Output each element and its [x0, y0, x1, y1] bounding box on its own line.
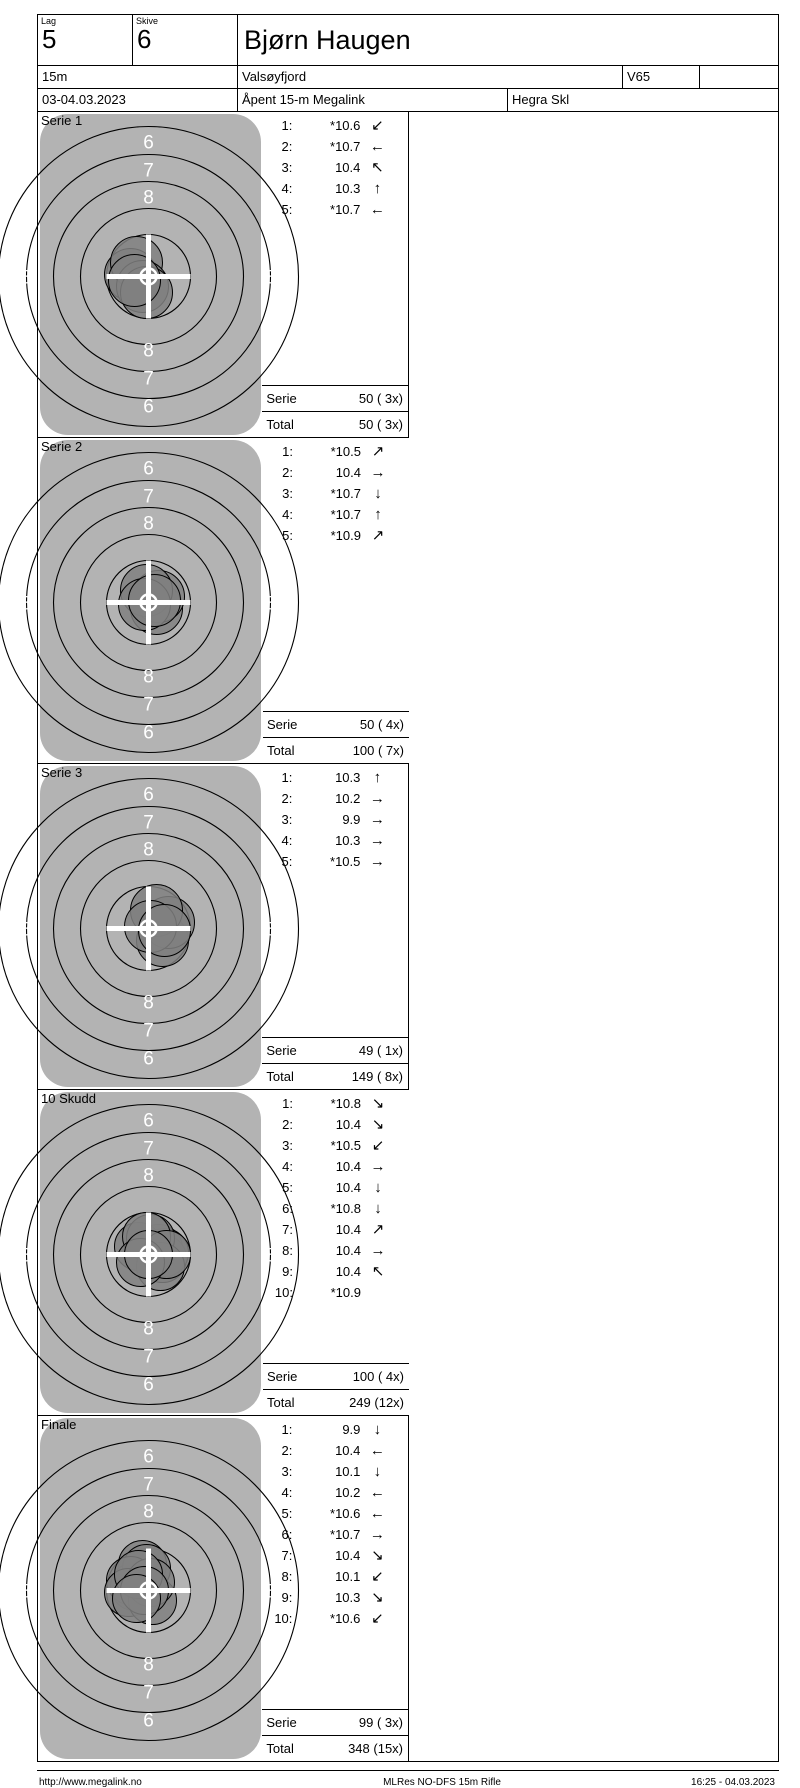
svg-text:7: 7 — [143, 1346, 154, 1368]
shot-number: 2: — [282, 1117, 293, 1132]
series-stats — [263, 1090, 409, 1415]
shot-row — [262, 1482, 408, 1503]
shot-number: 5: — [281, 202, 293, 217]
shot-direction-icon: ↘ — [371, 1095, 385, 1112]
shot-value: 10.4 — [335, 1180, 361, 1195]
series-stats — [262, 764, 408, 1089]
target-face — [21, 112, 276, 437]
shot-direction-icon: ← — [369, 201, 385, 218]
shot-direction-icon: ↙ — [371, 117, 384, 134]
shot-value: *10.9 — [330, 1285, 361, 1300]
shot-row — [262, 830, 408, 851]
shot-row — [262, 1503, 408, 1524]
shot-number: 1: — [282, 444, 293, 459]
shot-value: 10.4 — [335, 1117, 361, 1132]
shot-value: 10.4 — [335, 465, 361, 480]
shot-number: 2: — [282, 465, 293, 480]
shot-value: 10.3 — [335, 181, 361, 196]
shooter-name: Bjørn Haugen — [244, 25, 411, 55]
shot-list — [262, 1416, 408, 1709]
svg-text:8: 8 — [143, 992, 154, 1014]
total-sum-label: Total — [266, 1741, 294, 1756]
svg-text:8: 8 — [265, 1581, 276, 1603]
shot-number: 6: — [282, 1201, 293, 1216]
shot-value: *10.6 — [330, 1611, 361, 1626]
shot-value: *10.7 — [330, 1527, 361, 1542]
skive-value: 6 — [137, 24, 152, 54]
shot-row — [262, 1587, 408, 1608]
shot-direction-icon: ↗ — [371, 527, 385, 544]
shot-value: 10.4 — [335, 1264, 361, 1279]
series-stats — [262, 1416, 408, 1761]
shot-row — [263, 1114, 409, 1135]
shot-number: 2: — [281, 791, 293, 806]
target-face — [21, 764, 276, 1089]
footer — [37, 1770, 779, 1788]
series-sum-label: Serie — [266, 391, 297, 406]
svg-text:8: 8 — [21, 1581, 32, 1603]
shot-number: 4: — [281, 1485, 293, 1500]
shot-direction-icon: → — [369, 853, 385, 870]
shot-direction-icon: ↖ — [371, 159, 384, 176]
shot-row — [263, 483, 409, 504]
shot-value: 10.4 — [335, 1243, 361, 1258]
shot-value: 10.3 — [335, 770, 361, 785]
svg-text:6: 6 — [143, 1110, 154, 1132]
shot-value: *10.5 — [330, 444, 361, 459]
date-value: 03-04.03.2023 — [38, 89, 238, 111]
shot-row — [262, 809, 408, 830]
shot-number: 1: — [281, 118, 293, 133]
shot-direction-icon — [361, 1282, 395, 1303]
shot-row — [263, 1219, 409, 1240]
svg-text:6: 6 — [143, 1446, 154, 1468]
shot-value: 9.9 — [342, 1422, 361, 1437]
skive-cell — [133, 15, 238, 65]
shot-value: 10.4 — [335, 1159, 361, 1174]
shot-row — [262, 1440, 408, 1461]
shot-row — [263, 462, 409, 483]
shot-value: 10.2 — [335, 1485, 361, 1500]
shot-direction-icon: ↖ — [371, 1263, 385, 1280]
svg-text:8: 8 — [143, 1165, 154, 1187]
shot-row — [263, 1240, 409, 1261]
shot-direction-icon: ← — [369, 138, 385, 155]
total-sum-label: Total — [267, 743, 295, 758]
svg-text:8: 8 — [21, 593, 32, 615]
shot-row — [263, 504, 409, 525]
svg-text:8: 8 — [143, 1654, 154, 1676]
svg-text:6: 6 — [143, 1374, 154, 1396]
target-face — [21, 1416, 276, 1761]
class-value: V65 — [623, 66, 700, 88]
series-title: Finale — [41, 1417, 77, 1432]
shot-number: 3: — [281, 1464, 293, 1479]
series-sum-value: 49 ( 1x) — [358, 1043, 403, 1058]
shot-number: 2: — [281, 1443, 293, 1458]
shot-value: *10.5 — [330, 1138, 361, 1153]
shot-direction-icon: ↙ — [371, 1610, 384, 1627]
shot-value: *10.7 — [330, 507, 361, 522]
shot-direction-icon: ↓ — [374, 485, 382, 502]
series-sum-label: Serie — [267, 717, 298, 732]
shot-number: 5: — [281, 1506, 293, 1521]
target-face — [21, 438, 276, 763]
series-stats — [263, 438, 409, 763]
shot-list — [263, 438, 409, 711]
shot-direction-icon: ↓ — [374, 1200, 382, 1217]
shot-number: 3: — [281, 812, 293, 827]
svg-text:8: 8 — [143, 839, 154, 861]
header-row-details — [38, 66, 778, 89]
shot-number: 3: — [282, 1138, 293, 1153]
shot-value: *10.7 — [330, 486, 361, 501]
svg-text:8: 8 — [265, 1245, 276, 1267]
shot-value: *10.9 — [330, 528, 361, 543]
total-sum-label: Total — [266, 417, 294, 432]
svg-text:8: 8 — [21, 267, 32, 289]
total-sum-value: 249 (12x) — [349, 1395, 404, 1410]
shot-direction-icon: ↘ — [371, 1547, 384, 1564]
shot-row — [263, 525, 409, 546]
total-sum-row — [262, 411, 408, 437]
svg-text:6: 6 — [143, 1048, 154, 1070]
shot-direction-icon: ↗ — [371, 1221, 385, 1238]
shot-row — [262, 788, 408, 809]
shot-direction-icon: ← — [369, 1484, 385, 1501]
shot-value: *10.6 — [330, 1506, 361, 1521]
shot-number: 4: — [281, 833, 293, 848]
svg-text:8: 8 — [21, 919, 32, 941]
svg-text:7: 7 — [143, 368, 154, 390]
shot-number: 1: — [281, 770, 293, 785]
shot-direction-icon: ↘ — [371, 1116, 385, 1133]
total-sum-value: 50 ( 3x) — [358, 417, 403, 432]
svg-text:6: 6 — [143, 1710, 154, 1732]
svg-text:8: 8 — [143, 513, 154, 535]
shot-number: 2: — [281, 139, 293, 154]
shot-direction-icon: → — [370, 1158, 386, 1175]
svg-text:6: 6 — [143, 784, 154, 806]
shot-row — [262, 1608, 408, 1629]
series-block — [21, 1090, 409, 1416]
shot-list — [263, 1090, 409, 1363]
shot-row — [262, 851, 408, 872]
shot-row — [262, 1419, 408, 1440]
shot-direction-icon: ↓ — [373, 1463, 382, 1480]
shot-number: 6: — [281, 1527, 293, 1542]
svg-text:6: 6 — [143, 722, 154, 744]
shot-value: *10.8 — [330, 1096, 361, 1111]
shot-row — [263, 1135, 409, 1156]
total-sum-value: 100 ( 7x) — [352, 743, 404, 758]
svg-text:6: 6 — [143, 132, 154, 154]
shot-number: 1: — [282, 1096, 293, 1111]
shot-value: *10.5 — [330, 854, 361, 869]
svg-text:7: 7 — [143, 1682, 154, 1704]
svg-text:8: 8 — [265, 593, 276, 615]
shot-value: 10.3 — [335, 833, 361, 848]
shot-value: 9.9 — [342, 812, 361, 827]
shot-direction-icon: ↓ — [374, 1179, 382, 1196]
competition-value: Åpent 15-m Megalink — [238, 89, 508, 111]
shot-number: 5: — [282, 528, 293, 543]
svg-text:7: 7 — [143, 486, 154, 508]
total-sum-row — [262, 1063, 408, 1089]
shot-direction-icon: → — [369, 1526, 385, 1543]
total-sum-label: Total — [267, 1395, 295, 1410]
shot-direction-icon: ↙ — [371, 1568, 384, 1585]
shooter-name-cell — [238, 15, 778, 65]
series-sum-row — [262, 385, 408, 411]
shot-number: 9: — [282, 1264, 293, 1279]
svg-text:7: 7 — [143, 812, 154, 834]
series-sum-label: Serie — [266, 1043, 297, 1058]
svg-text:7: 7 — [143, 694, 154, 716]
club-value: Valsøyfjord — [238, 66, 623, 88]
svg-text:7: 7 — [143, 1474, 154, 1496]
shot-direction-icon: → — [369, 790, 385, 807]
shot-value: *10.7 — [330, 139, 361, 154]
svg-text:6: 6 — [143, 396, 154, 418]
shot-row — [262, 767, 408, 788]
series-stats — [262, 112, 408, 437]
shot-row — [263, 1093, 409, 1114]
extra-value — [700, 66, 778, 88]
shot-value: 10.4 — [335, 1548, 361, 1563]
shot-number: 10: — [274, 1285, 293, 1300]
series-sum-value: 50 ( 4x) — [359, 717, 404, 732]
shot-direction-icon: → — [370, 1242, 386, 1259]
footer-url[interactable]: http://www.megalink.no — [39, 1777, 142, 1788]
organizer-value: Hegra Skl — [512, 92, 570, 107]
series-sum-label: Serie — [266, 1715, 297, 1730]
shot-number: 4: — [282, 507, 293, 522]
svg-text:8: 8 — [143, 666, 154, 688]
shot-number: 7: — [282, 1222, 293, 1237]
total-sum-value: 149 ( 8x) — [351, 1069, 403, 1084]
shot-direction-icon: ↗ — [371, 443, 385, 460]
shot-direction-icon: ← — [369, 1442, 385, 1459]
series-sum-row — [262, 1037, 408, 1063]
header-row-identity — [38, 15, 778, 66]
shot-row — [262, 157, 408, 178]
shot-number: 5: — [282, 1180, 293, 1195]
svg-text:8: 8 — [265, 919, 276, 941]
shot-row — [263, 1282, 409, 1303]
shot-row — [263, 1198, 409, 1219]
lag-value: 5 — [42, 24, 57, 54]
series-grid — [21, 112, 778, 1761]
svg-text:8: 8 — [21, 1245, 32, 1267]
shot-row — [263, 1177, 409, 1198]
series-title: Serie 2 — [41, 439, 83, 454]
shot-row — [262, 1524, 408, 1545]
lag-label: Lag — [41, 16, 57, 26]
svg-text:6: 6 — [143, 458, 154, 480]
shot-value: *10.7 — [330, 202, 361, 217]
shot-number: 8: — [282, 1243, 293, 1258]
svg-text:8: 8 — [143, 187, 154, 209]
series-title: Serie 3 — [41, 765, 83, 780]
shot-list — [262, 764, 408, 1037]
series-block — [21, 112, 409, 438]
shot-direction-icon: ↘ — [371, 1589, 384, 1606]
series-sum-label: Serie — [267, 1369, 298, 1384]
total-sum-label: Total — [266, 1069, 294, 1084]
shot-direction-icon: ↙ — [371, 1137, 385, 1154]
shot-value: 10.4 — [335, 160, 361, 175]
shot-number: 1: — [281, 1422, 293, 1437]
shot-value: *10.8 — [330, 1201, 361, 1216]
shot-value: 10.3 — [335, 1590, 361, 1605]
series-block — [21, 438, 409, 764]
shot-direction-icon: ← — [369, 1505, 385, 1522]
lag-cell — [38, 15, 133, 65]
shot-row — [262, 1545, 408, 1566]
svg-text:8: 8 — [143, 1501, 154, 1523]
shot-value: 10.1 — [335, 1464, 361, 1479]
svg-text:7: 7 — [143, 1138, 154, 1160]
shot-number: 3: — [281, 160, 293, 175]
footer-center-text: MLRes NO-DFS 15m Rifle — [383, 1777, 501, 1788]
shot-list — [262, 112, 408, 385]
svg-text:7: 7 — [143, 160, 154, 182]
shot-row — [262, 199, 408, 220]
shot-direction-icon: → — [369, 832, 385, 849]
total-sum-value: 348 (15x) — [348, 1741, 403, 1756]
shot-row — [262, 178, 408, 199]
shot-direction-icon: ↑ — [373, 769, 382, 786]
series-block — [21, 764, 409, 1090]
shot-number: 4: — [281, 181, 293, 196]
shot-number: 10: — [274, 1611, 293, 1626]
shot-value: 10.4 — [335, 1443, 361, 1458]
series-block — [21, 1416, 409, 1761]
shot-value: 10.2 — [335, 791, 361, 806]
shot-direction-icon: ↓ — [373, 1421, 382, 1438]
skive-label: Skive — [136, 16, 159, 26]
series-sum-value: 99 ( 3x) — [358, 1715, 403, 1730]
result-sheet — [21, 14, 781, 1788]
series-sum-row — [263, 711, 409, 737]
shot-number: 4: — [282, 1159, 293, 1174]
shot-row — [263, 1261, 409, 1282]
shot-row — [262, 1566, 408, 1587]
shot-value: 10.4 — [335, 1222, 361, 1237]
shot-direction-icon: ↑ — [373, 180, 382, 197]
series-sum-row — [263, 1363, 409, 1389]
shot-number: 3: — [282, 486, 293, 501]
svg-text:8: 8 — [143, 1318, 154, 1340]
distance-value: 15m — [38, 66, 238, 88]
target-face — [21, 1090, 276, 1415]
shot-direction-icon: → — [370, 464, 386, 481]
sheet-frame — [21, 14, 779, 1762]
shot-number: 8: — [281, 1569, 293, 1584]
series-sum-value: 50 ( 3x) — [358, 391, 403, 406]
shot-value: *10.6 — [330, 118, 361, 133]
shot-row — [263, 1156, 409, 1177]
footer-timestamp: 16:25 - 04.03.2023 — [691, 1777, 775, 1788]
header-row-event — [38, 89, 778, 112]
shot-row — [262, 136, 408, 157]
series-sum-row — [262, 1709, 408, 1735]
shot-number: 7: — [281, 1548, 293, 1563]
shot-row — [262, 1461, 408, 1482]
total-sum-row — [263, 737, 409, 763]
shot-number: 5: — [281, 854, 293, 869]
svg-text:8: 8 — [265, 267, 276, 289]
shot-row — [263, 441, 409, 462]
series-sum-value: 100 ( 4x) — [352, 1369, 404, 1384]
shot-direction-icon: ↑ — [374, 506, 382, 523]
shot-row — [262, 115, 408, 136]
shot-value: 10.1 — [335, 1569, 361, 1584]
svg-text:8: 8 — [143, 340, 154, 362]
total-sum-row — [263, 1389, 409, 1415]
svg-text:7: 7 — [143, 1020, 154, 1042]
shot-number: 9: — [281, 1590, 293, 1605]
shot-direction-icon: → — [369, 811, 385, 828]
series-title: Serie 1 — [41, 113, 83, 128]
total-sum-row — [262, 1735, 408, 1761]
series-title: 10 Skudd — [41, 1091, 96, 1106]
